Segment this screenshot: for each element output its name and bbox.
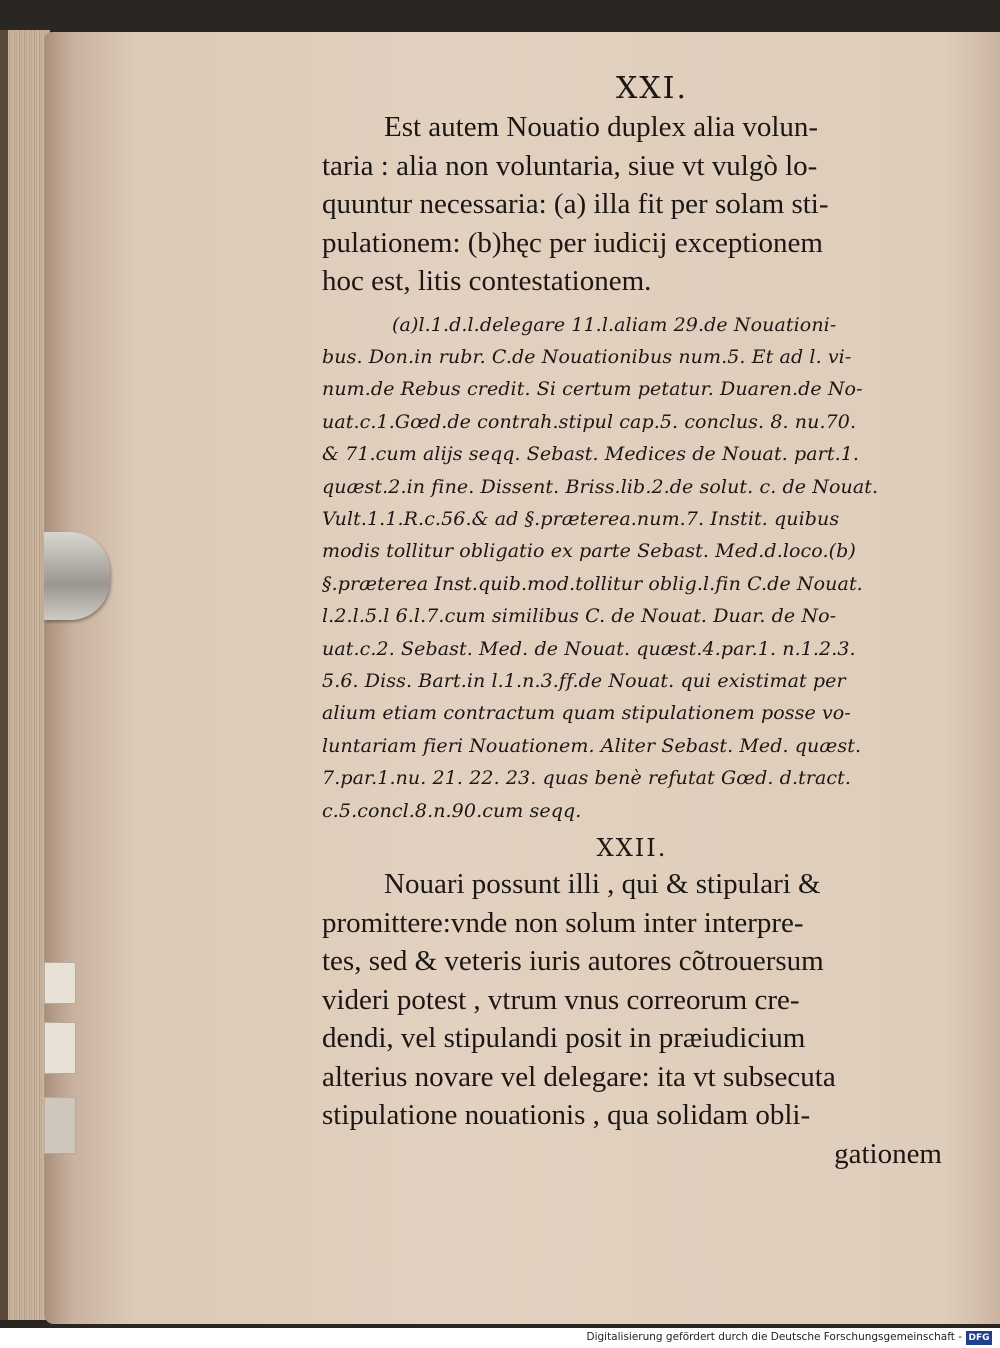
- text-line: Est autem Nouatio duplex alia volun-: [384, 111, 819, 143]
- note-line: num.de Rebus credit. Si certum petatur. Duaren.de No-: [322, 378, 863, 401]
- text-line: taria : alia non voluntaria, siue vt vulgò lo-: [322, 149, 818, 182]
- note-line: §.præterea Inst.quib.mod.tollitur oblig.l.fin C.de Nouat.: [322, 572, 863, 595]
- note-line: alium etiam contractum quam stipulationem posse vo-: [322, 702, 851, 725]
- footer-bar: [0, 1328, 1000, 1348]
- note-line: 7.par.1.nu. 21. 22. 23. quas benè refutat Gœd. d.tract.: [322, 767, 852, 790]
- bookmark-tab: [44, 962, 76, 1004]
- note-line: Vult.1.1.R.c.56.& ad §.præterea.num.7. Instit. quibus: [322, 507, 840, 530]
- text-line: Nouari possunt illi , qui & stipulari &: [384, 868, 821, 900]
- text-line: stipulatione nouationis , qua solidam obli-: [322, 1099, 811, 1131]
- note-line: uat.c.1.Gœd.de contrah.stipul cap.5. conclus. 8. nu.70.: [322, 410, 857, 433]
- text-line: quuntur necessaria: (a) illa fit per solam sti-: [322, 188, 829, 220]
- paper-clip: [44, 532, 110, 620]
- note-line: uat.c.2. Sebast. Med. de Nouat. quæst.4.par.1. n.1.2.3.: [322, 637, 856, 660]
- note-line: bus. Don.in rubr. C.de Nouationibus num.5. Et ad l. vi-: [322, 345, 852, 368]
- note-line: luntariam fieri Nouationem. Aliter Sebast. Med. quæst.: [322, 734, 862, 757]
- bookmark-tab: [44, 1097, 76, 1154]
- bookmark-tabs: [44, 962, 74, 1182]
- funding-notice: Digitalisierung gefördert durch die Deutsche Forschungsgemeinschaft -: [586, 1331, 962, 1343]
- text-line: videri potest , vtrum vnus correorum cre-: [322, 983, 800, 1016]
- note-line: modis tollitur obligatio ex parte Sebast. Med.d.loco.(b): [322, 540, 856, 563]
- text-line: dendi, vel stipulandi posit in præiudicium: [322, 1022, 806, 1054]
- text-line: hoc est, litis contestationem.: [322, 265, 652, 297]
- section-heading-xxii: XXII.: [596, 834, 668, 862]
- footnotes-xxi: [322, 309, 942, 828]
- section-heading-xxi: XXI.: [615, 71, 689, 106]
- text-line: promittere:vnde non solum inter interpre-: [322, 906, 804, 939]
- note-line: & 71.cum alijs seqq. Sebast. Medices de Nouat. part.1.: [322, 443, 860, 466]
- note-line: quæst.2.in fine. Dissent. Briss.lib.2.de solut. c. de Nouat.: [322, 475, 879, 498]
- note-line: (a)l.1.d.l.delegare 11.l.aliam 29.de Nouationi-: [392, 313, 837, 336]
- text-line: alterius novare vel delegare: ita vt subsecuta: [322, 1060, 836, 1093]
- dfg-logo-icon: DFG: [966, 1331, 992, 1345]
- catchword: gationem: [834, 1137, 942, 1170]
- note-line: c.5.concl.8.n.90.cum seqq.: [322, 799, 582, 822]
- paragraph-xxi: [322, 108, 942, 301]
- note-line: l.2.l.5.l 6.l.7.cum similibus C. de Nouat. Duar. de No-: [322, 605, 837, 628]
- note-line: 5.6. Diss. Bart.in l.1.n.3.ff.de Nouat. qui existimat per: [322, 669, 846, 692]
- text-line: pulationem: (b)hęc per iudicij exceptionem: [322, 226, 823, 259]
- text-line: tes, sed & veteris iuris autores cõtrouersum: [322, 945, 824, 977]
- book-binding: [0, 30, 8, 1320]
- paragraph-xxii: [322, 865, 942, 1173]
- page-text: [322, 70, 942, 1173]
- bookmark-tab: [44, 1022, 76, 1074]
